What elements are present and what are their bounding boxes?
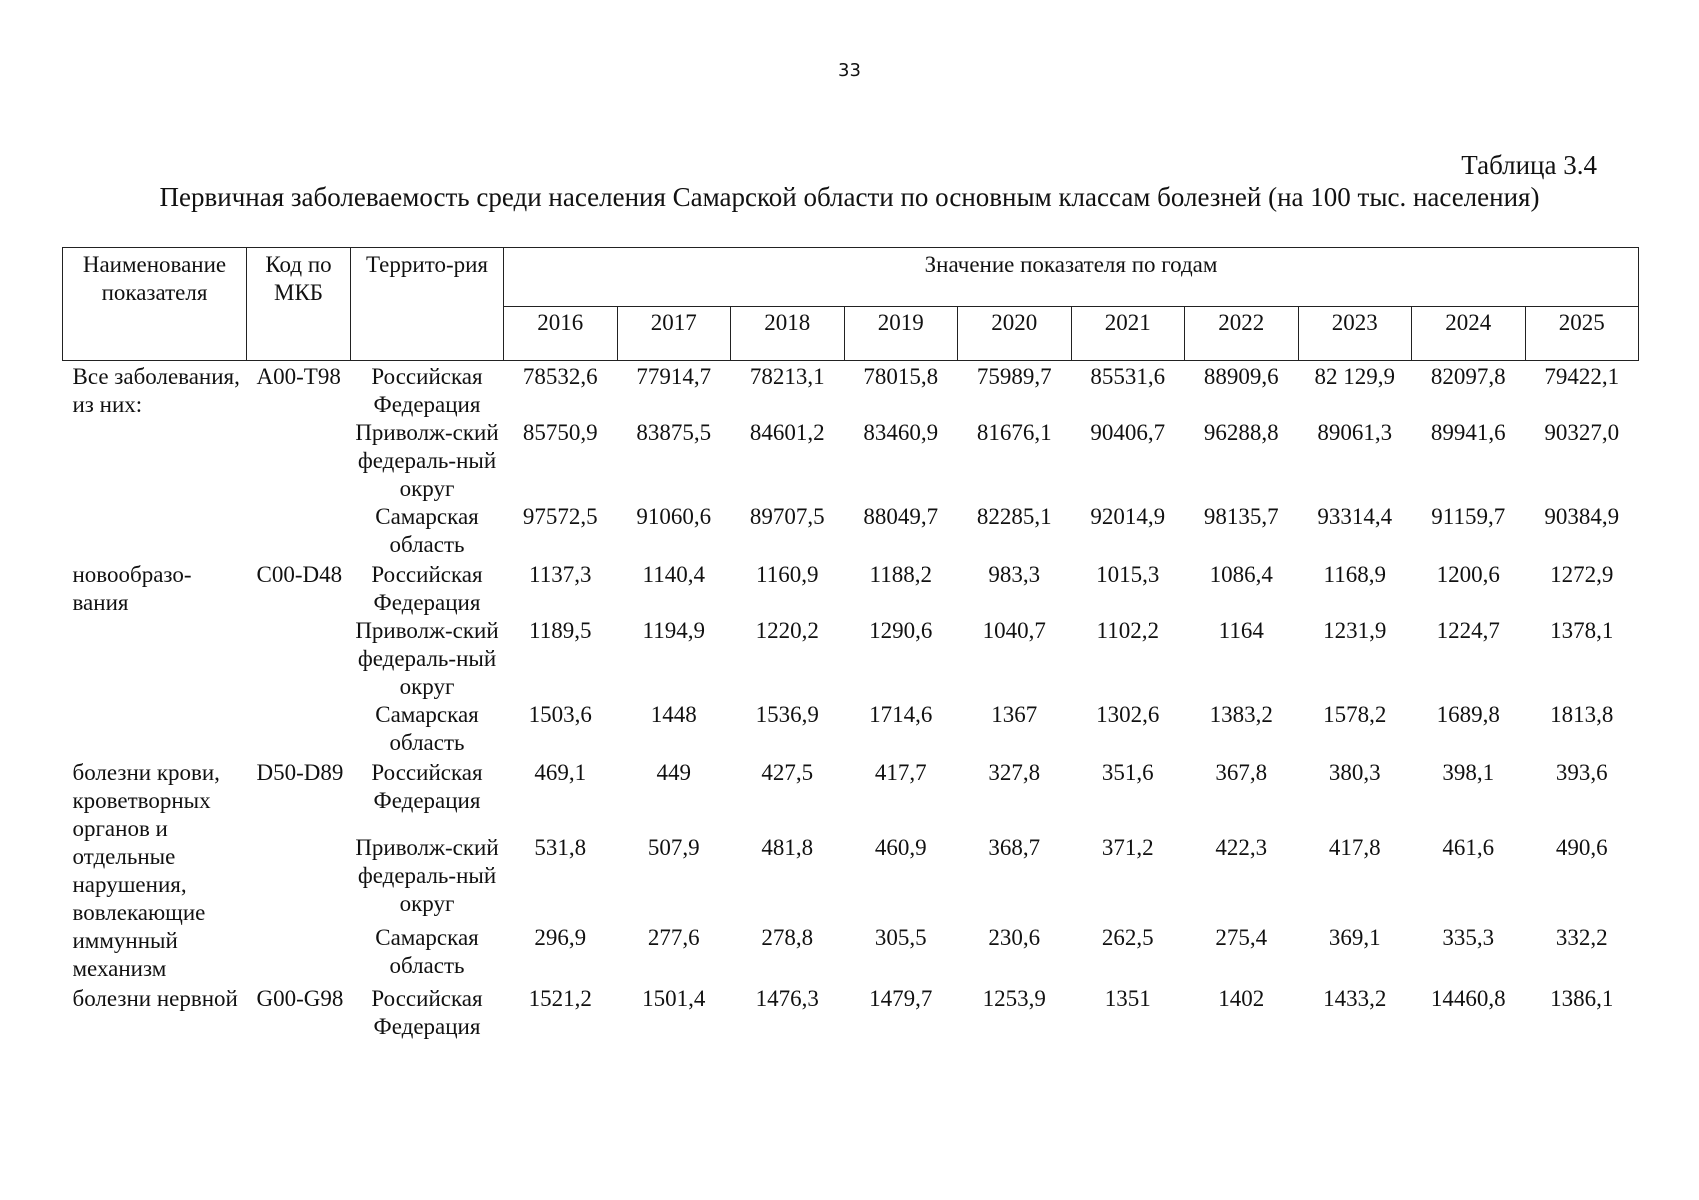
header-year: 2024 bbox=[1412, 307, 1526, 361]
indicator-name: новообразо-вания bbox=[72, 562, 192, 615]
value-cell: 393,6 bbox=[1555, 760, 1608, 785]
territory: Самарская область bbox=[375, 924, 479, 978]
value-cell: 449 bbox=[656, 760, 691, 785]
territory: Российская Федерация bbox=[371, 760, 483, 813]
value-cell: 507,9 bbox=[647, 835, 700, 861]
value-cell: 91159,7 bbox=[1431, 504, 1506, 529]
value-cell: 1164 bbox=[1218, 618, 1264, 643]
value-cell: 1040,7 bbox=[982, 618, 1046, 643]
header-year: 2017 bbox=[617, 307, 731, 361]
value-cell: 230,6 bbox=[988, 924, 1041, 950]
value-cell: 90384,9 bbox=[1544, 504, 1620, 529]
table-row bbox=[63, 983, 1639, 1041]
value-cell: 278,8 bbox=[761, 924, 814, 950]
value-cell: 1224,7 bbox=[1436, 618, 1500, 643]
value-cell: 371,2 bbox=[1101, 835, 1154, 861]
value-cell: 1231,9 bbox=[1323, 618, 1387, 643]
value-cell: 96288,8 bbox=[1203, 420, 1279, 445]
value-cell: 91060,6 bbox=[636, 504, 712, 529]
territory: Российская Федерация bbox=[371, 364, 483, 417]
value-cell: 1160,9 bbox=[756, 562, 819, 587]
value-cell: 398,1 bbox=[1442, 760, 1495, 785]
header-name: Наименование показателя bbox=[63, 248, 247, 361]
table-body bbox=[63, 361, 1639, 1042]
value-cell: 1188,2 bbox=[869, 562, 932, 587]
value-cell: 1689,8 bbox=[1436, 702, 1500, 727]
header-year: 2023 bbox=[1298, 307, 1412, 361]
value-cell: 332,2 bbox=[1555, 924, 1608, 950]
value-cell: 89941,6 bbox=[1430, 420, 1506, 445]
value-cell: 14460,8 bbox=[1430, 986, 1506, 1011]
page-number: 33 bbox=[838, 60, 861, 81]
value-cell: 262,5 bbox=[1101, 924, 1154, 950]
indicator-name: Все заболевания, из них: bbox=[72, 364, 240, 417]
value-cell: 1102,2 bbox=[1096, 618, 1159, 643]
value-cell: 83875,5 bbox=[636, 420, 712, 445]
value-cell: 1367 bbox=[991, 702, 1038, 727]
value-cell: 1578,2 bbox=[1323, 702, 1387, 727]
territory: Приволж-ский федераль-ный округ bbox=[355, 618, 499, 699]
value-cell: 983,3 bbox=[988, 562, 1041, 587]
value-cell: 78015,8 bbox=[863, 364, 939, 389]
value-cell: 1383,2 bbox=[1209, 702, 1273, 727]
territory: Приволж-ский федераль-ный округ bbox=[355, 835, 499, 917]
value-cell: 369,1 bbox=[1328, 924, 1381, 950]
value-cell: 367,8 bbox=[1215, 760, 1268, 785]
value-cell: 1015,3 bbox=[1096, 562, 1160, 587]
icd-code: C00-D48 bbox=[256, 562, 343, 587]
value-cell: 78213,1 bbox=[749, 364, 825, 389]
value-cell: 427,5 bbox=[761, 760, 814, 785]
value-cell: 1402 bbox=[1218, 986, 1265, 1011]
table-row bbox=[63, 559, 1639, 617]
table-row bbox=[63, 757, 1639, 818]
icd-code: D50-D89 bbox=[256, 760, 344, 785]
value-cell: 461,6 bbox=[1442, 835, 1495, 861]
value-cell: 1220,2 bbox=[755, 618, 819, 643]
value-cell: 490,6 bbox=[1555, 835, 1608, 861]
value-cell: 327,8 bbox=[988, 760, 1041, 785]
header-year: 2016 bbox=[504, 307, 618, 361]
value-cell: 1378,1 bbox=[1550, 618, 1614, 643]
value-cell: 82285,1 bbox=[976, 504, 1052, 529]
value-cell: 1351 bbox=[1104, 986, 1151, 1011]
value-cell: 85750,9 bbox=[522, 420, 598, 445]
header-year: 2025 bbox=[1525, 307, 1639, 361]
header-year: 2019 bbox=[844, 307, 958, 361]
value-cell: 84601,2 bbox=[749, 420, 825, 445]
value-cell: 275,4 bbox=[1215, 924, 1268, 950]
header-code: Код по МКБ bbox=[247, 248, 351, 361]
value-cell: 78532,6 bbox=[522, 364, 598, 389]
value-cell: 531,8 bbox=[534, 835, 587, 861]
value-cell: 82097,8 bbox=[1430, 364, 1506, 389]
value-cell: 380,3 bbox=[1328, 760, 1381, 785]
value-cell: 1501,4 bbox=[642, 986, 706, 1011]
value-cell: 481,8 bbox=[761, 835, 814, 861]
value-cell: 1479,7 bbox=[869, 986, 933, 1011]
value-cell: 422,3 bbox=[1215, 835, 1268, 861]
value-cell: 1536,9 bbox=[755, 702, 819, 727]
value-cell: 417,7 bbox=[874, 760, 927, 785]
indicator-name: болезни нервной bbox=[72, 986, 238, 1011]
value-cell: 97572,5 bbox=[522, 504, 598, 529]
value-cell: 92014,9 bbox=[1090, 504, 1166, 529]
icd-code: A00-T98 bbox=[256, 364, 341, 389]
value-cell: 1200,6 bbox=[1436, 562, 1500, 587]
value-cell: 1503,6 bbox=[528, 702, 592, 727]
value-cell: 89707,5 bbox=[749, 504, 825, 529]
table-label: Таблица 3.4 bbox=[1461, 150, 1597, 180]
icd-code: G00-G98 bbox=[256, 986, 344, 1011]
value-cell: 85531,6 bbox=[1090, 364, 1166, 389]
value-cell: 88909,6 bbox=[1203, 364, 1279, 389]
value-cell: 83460,9 bbox=[863, 420, 939, 445]
morbidity-table bbox=[62, 247, 1639, 1041]
value-cell: 351,6 bbox=[1101, 760, 1154, 785]
header-year: 2022 bbox=[1185, 307, 1299, 361]
header-territory: Террито-рия bbox=[351, 248, 504, 361]
value-cell: 335,3 bbox=[1442, 924, 1495, 950]
value-cell: 1714,6 bbox=[869, 702, 933, 727]
header-year: 2020 bbox=[958, 307, 1072, 361]
value-cell: 1433,2 bbox=[1323, 986, 1387, 1011]
territory: Российская Федерация bbox=[371, 562, 483, 615]
value-cell: 1448 bbox=[650, 702, 697, 727]
value-cell: 1086,4 bbox=[1209, 562, 1273, 587]
value-cell: 296,9 bbox=[534, 924, 587, 950]
value-cell: 1194,9 bbox=[642, 618, 705, 643]
value-cell: 90327,0 bbox=[1544, 420, 1620, 445]
header-values-by-year: Значение показателя по годам bbox=[504, 248, 1639, 307]
value-cell: 1253,9 bbox=[982, 986, 1046, 1011]
value-cell: 1813,8 bbox=[1550, 702, 1614, 727]
value-cell: 93314,4 bbox=[1317, 504, 1393, 529]
table-caption: Первичная заболеваемость среди населения Самарской области по основным классам болезней (на 100 тыс. населения) bbox=[159, 182, 1540, 212]
value-cell: 417,8 bbox=[1328, 835, 1381, 861]
value-cell: 90406,7 bbox=[1090, 420, 1166, 445]
value-cell: 1302,6 bbox=[1096, 702, 1160, 727]
value-cell: 82 129,9 bbox=[1314, 364, 1395, 389]
value-cell: 368,7 bbox=[988, 835, 1041, 861]
table-row bbox=[63, 361, 1639, 420]
header-year: 2021 bbox=[1071, 307, 1185, 361]
value-cell: 88049,7 bbox=[863, 504, 939, 529]
value-cell: 89061,3 bbox=[1317, 420, 1393, 445]
value-cell: 469,1 bbox=[534, 760, 587, 785]
value-cell: 75989,7 bbox=[976, 364, 1052, 389]
value-cell: 1272,9 bbox=[1550, 562, 1614, 587]
value-cell: 1290,6 bbox=[869, 618, 933, 643]
value-cell: 1476,3 bbox=[755, 986, 819, 1011]
header-year: 2018 bbox=[731, 307, 845, 361]
value-cell: 1189,5 bbox=[529, 618, 592, 643]
value-cell: 79422,1 bbox=[1544, 364, 1620, 389]
value-cell: 1137,3 bbox=[529, 562, 592, 587]
territory: Приволж-ский федераль-ный округ bbox=[355, 420, 499, 501]
value-cell: 81676,1 bbox=[976, 420, 1052, 445]
territory: Самарская область bbox=[375, 504, 479, 557]
indicator-name: болезни крови, кроветворных органов и отдельные нарушения, вовлекающие иммунный механизм bbox=[72, 760, 220, 981]
value-cell: 305,5 bbox=[874, 924, 927, 950]
value-cell: 460,9 bbox=[874, 835, 927, 861]
territory: Самарская область bbox=[375, 702, 479, 755]
value-cell: 1386,1 bbox=[1550, 986, 1614, 1011]
value-cell: 98135,7 bbox=[1203, 504, 1279, 529]
value-cell: 1140,4 bbox=[642, 562, 705, 587]
territory: Российская Федерация bbox=[371, 986, 483, 1039]
value-cell: 1521,2 bbox=[528, 986, 592, 1011]
value-cell: 277,6 bbox=[647, 924, 700, 950]
value-cell: 77914,7 bbox=[636, 364, 712, 389]
value-cell: 1168,9 bbox=[1323, 562, 1386, 587]
